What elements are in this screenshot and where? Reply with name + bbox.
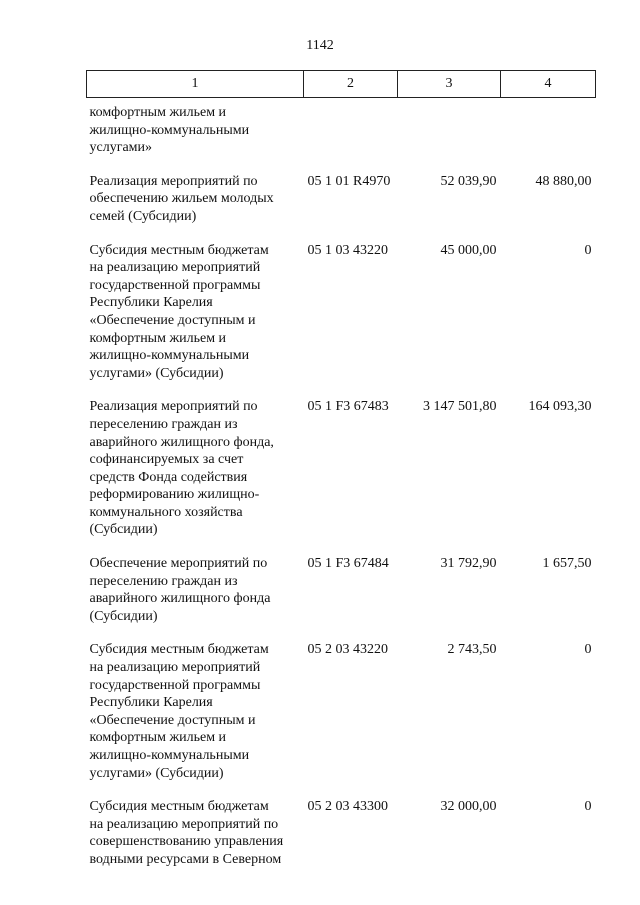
row-name-line: государственной программы [89, 677, 261, 693]
row-name-line: Субсидия местным бюджетам [89, 242, 269, 258]
header-col-3: 3 [398, 71, 501, 98]
row-name-line: переселению граждан из [89, 416, 238, 432]
row-name-line: обеспечению жильем молодых [89, 191, 274, 207]
row-value-3: 45 000,00 [440, 242, 497, 258]
row-name-line: жилищно-коммунальными [89, 122, 250, 138]
table-row [87, 394, 596, 551]
row-name-line: «Обеспечение доступным и [89, 712, 256, 728]
table-row [87, 551, 596, 637]
row-name-line: жилищно-коммунальными [89, 748, 250, 763]
row-name [87, 394, 304, 551]
row-code [304, 98, 398, 169]
row-name [87, 169, 304, 238]
row-name-line: водными ресурсами в Северном [89, 851, 282, 867]
row-code: 05 1 03 43220 [307, 242, 388, 258]
row-name-line: Реализация мероприятий по [89, 173, 258, 189]
row-value-4: 164 093,30 [528, 399, 592, 415]
row-name [87, 551, 304, 637]
row-value-4: 0 [584, 242, 592, 258]
row-name-line: услугами» (Субсидии) [89, 365, 224, 381]
header-col-4: 4 [501, 71, 596, 98]
table-header [87, 71, 596, 98]
row-name-line: комфортным жильем и [89, 730, 227, 746]
row-name-line: на реализацию мероприятий по [89, 816, 279, 832]
row-name-line: «Обеспечение доступным и [89, 312, 256, 328]
row-name-line: комфортным жильем и [89, 330, 227, 346]
row-name-line: Республики Карелия [89, 295, 213, 311]
header-col-2: 2 [304, 71, 398, 98]
row-name-line: аварийного жилищного фонда, [89, 434, 274, 450]
row-name-line: услугами» [89, 140, 153, 156]
row-name-line: жилищно-коммунальными [89, 348, 250, 364]
row-name-line: (Субсидии) [89, 522, 158, 538]
row-name-line: на реализацию мероприятий [89, 260, 261, 276]
row-value-4: 0 [584, 799, 592, 815]
row-name-line: коммунального хозяйства [89, 504, 243, 520]
row-name-line: Обеспечение мероприятий по [89, 556, 268, 572]
header-col-1: 1 [87, 71, 304, 98]
row-value-4: 48 880,00 [535, 173, 592, 189]
row-name-line: аварийного жилищного фонда [89, 591, 271, 607]
row-name-line: (Субсидии) [89, 608, 158, 624]
row-name-line: софинансируемых за счет [89, 452, 244, 468]
row-name-line: услугами» (Субсидии) [89, 765, 224, 781]
row-name [87, 794, 304, 880]
row-code: 05 1 F3 67483 [307, 399, 389, 415]
table-row [87, 794, 596, 880]
table-row [87, 98, 596, 169]
row-name-line: Реализация мероприятий по [89, 399, 258, 415]
row-name-line: переселению граждан из [89, 573, 238, 589]
row-value-3: 52 039,90 [440, 173, 497, 189]
page-number: 1142 [306, 38, 334, 53]
row-value-4: 1 657,50 [542, 556, 592, 572]
row-name-line: средств Фонда содействия [89, 469, 248, 485]
row-value-3: 32 000,00 [440, 799, 497, 815]
table-row [87, 169, 596, 238]
row-name-line: реформированию жилищно- [89, 487, 260, 503]
row-name-line: Субсидия местным бюджетам [89, 642, 269, 658]
row-code: 05 2 03 43220 [307, 642, 388, 658]
table-row [87, 637, 596, 794]
row-value-4: 0 [584, 642, 592, 658]
row-name-line: семей (Субсидии) [89, 208, 197, 224]
row-name-line: комфортным жильем и [89, 105, 227, 120]
row-value-3: 3 147 501,80 [423, 399, 497, 415]
row-value-3: 2 743,50 [447, 642, 497, 658]
table-row [87, 238, 596, 395]
row-value-4 [501, 98, 596, 169]
row-name [87, 98, 304, 169]
header-row [87, 71, 596, 98]
row-name-line: Республики Карелия [89, 695, 213, 711]
row-value-3 [398, 98, 501, 169]
row-value-3: 31 792,90 [440, 556, 497, 572]
row-name-line: на реализацию мероприятий [89, 660, 261, 676]
row-code: 05 1 01 R4970 [307, 173, 391, 189]
row-name-line: совершенствованию управления [89, 834, 284, 850]
row-name [87, 637, 304, 794]
row-code: 05 1 F3 67484 [307, 556, 389, 572]
budget-table [86, 70, 596, 881]
row-name [87, 238, 304, 395]
row-name-line: Субсидия местным бюджетам [89, 799, 269, 815]
row-name-line: государственной программы [89, 277, 261, 293]
row-code: 05 2 03 43300 [307, 799, 388, 815]
